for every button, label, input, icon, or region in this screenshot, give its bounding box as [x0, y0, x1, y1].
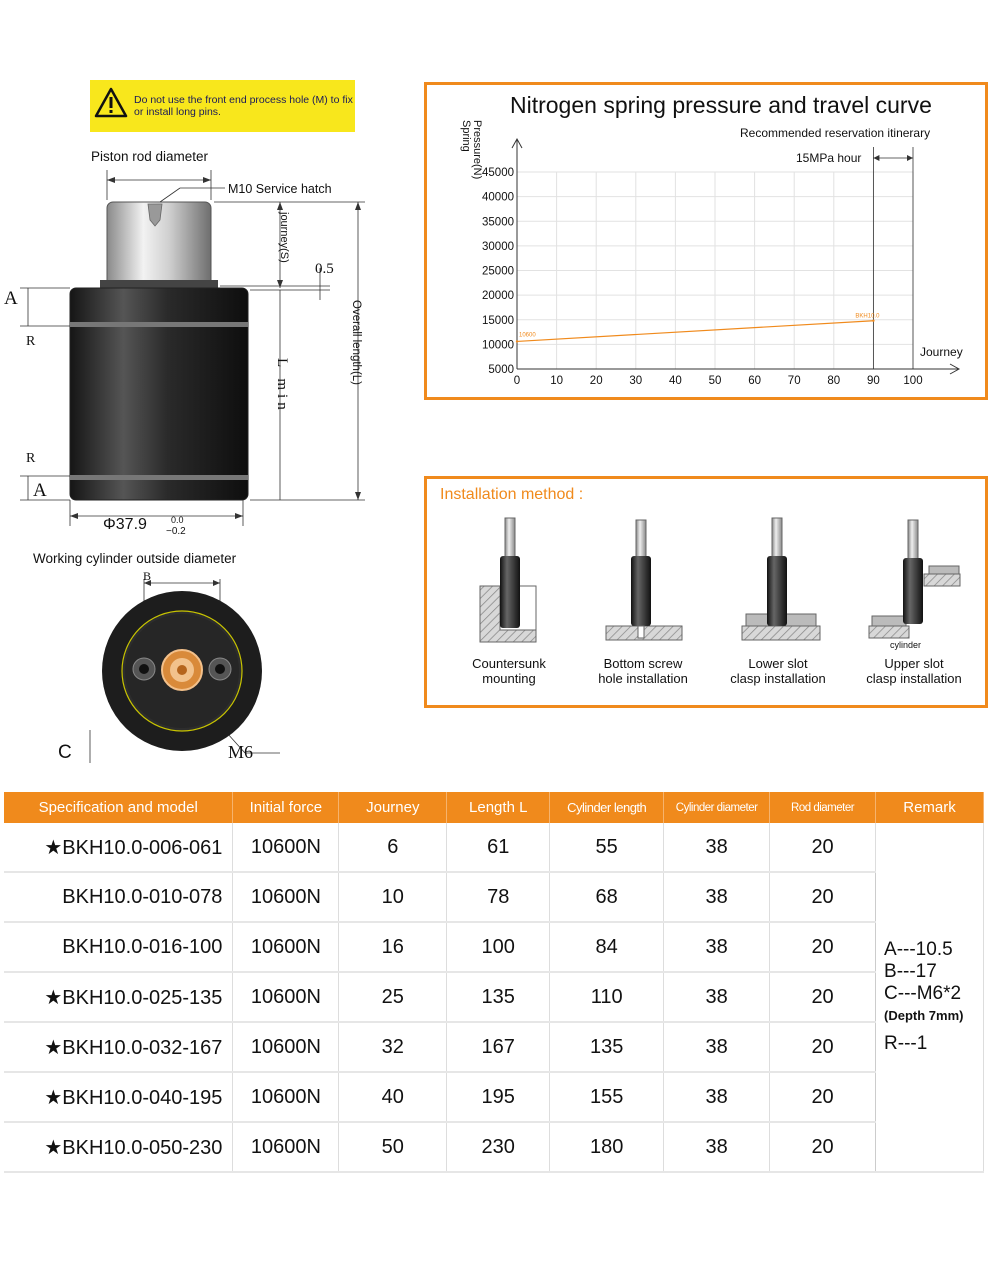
cell-remark [876, 823, 984, 1172]
cell-cyl-length: 135 [550, 1022, 664, 1072]
cell-journey: 16 [339, 922, 447, 972]
remark-b: B---17 [884, 961, 937, 982]
cell-model: ★BKH10.0-025-135 [4, 972, 233, 1022]
header-cyl-length: Cylinder length [550, 792, 664, 823]
data-point [516, 340, 518, 342]
cell-rod-diameter: 20 [770, 972, 876, 1022]
overall-length-label: Overall length(L) [350, 300, 362, 386]
cell-cyl-length: 110 [550, 972, 664, 1022]
journey-s-label: journey(S) [278, 212, 290, 263]
cylinder-outside-label: Working cylinder outside diameter [33, 551, 237, 566]
cell-length: 230 [447, 1122, 550, 1172]
method-bottom-screw: Bottom screw hole installation [598, 656, 688, 686]
y-tick-label: 5000 [488, 364, 514, 376]
header-cyl-diameter: Cylinder diameter [664, 792, 770, 823]
cell-rod-diameter: 20 [770, 922, 876, 972]
diameter-label: Φ37.9 [103, 516, 147, 533]
bottom-screw-diagram [606, 520, 682, 640]
chart-title: Nitrogen spring pressure and travel curve [510, 92, 932, 118]
cell-journey: 50 [339, 1122, 447, 1172]
y-tick-label: 35000 [482, 216, 514, 229]
x-tick-label: 20 [589, 375, 603, 387]
cell-rod-diameter: 20 [770, 1072, 876, 1122]
tolerance-top: 0.0 [171, 515, 184, 525]
cell-model: ★BKH10.0-050-230 [4, 1122, 233, 1172]
cell-force: 10600N [233, 972, 339, 1022]
x-tick-label: 90 [867, 375, 880, 387]
countersunk-diagram [480, 518, 536, 642]
cell-journey: 40 [339, 1072, 447, 1122]
y-tick-label: 45000 [482, 167, 514, 179]
warning-text: Do not use the front end process hole (M) to fix or install long pins. [134, 94, 353, 118]
label-b: B [143, 569, 152, 583]
x-tick-label: 50 [708, 375, 722, 387]
warning-triangle-icon [94, 86, 128, 120]
cell-model: BKH10.0-016-100 [4, 922, 233, 972]
cylinder-tag: cylinder [890, 640, 922, 650]
cell-cyl-length: 180 [550, 1122, 664, 1172]
label-a-top: A [4, 288, 18, 309]
cell-journey: 10 [339, 872, 447, 922]
table-row [4, 1122, 984, 1172]
cell-cyl-diameter: 38 [664, 922, 770, 972]
piston-rod-diameter-label: Piston rod diameter [91, 149, 209, 164]
cell-force: 10600N [233, 1022, 339, 1072]
remark-depth: (Depth 7mm) [884, 1008, 964, 1023]
method-lower-slot: Lower slot clasp installation [730, 656, 826, 686]
cell-length: 100 [447, 922, 550, 972]
header-force: Initial force [233, 792, 339, 823]
reservation-arrow-left [873, 155, 879, 161]
y-tick-label: 10000 [482, 339, 514, 352]
x-axis-label: Journey [920, 345, 963, 359]
label-m6: M6 [228, 742, 254, 762]
cell-length: 78 [447, 872, 550, 922]
series-start-label: 10600 [519, 332, 536, 339]
cell-cyl-diameter: 38 [664, 1022, 770, 1072]
cell-cyl-length: 84 [550, 922, 664, 972]
y-tick-label: 20000 [482, 290, 514, 303]
cell-rod-diameter: 20 [770, 823, 876, 872]
spring-drawing [0, 140, 380, 540]
y-tick-label: 30000 [482, 240, 514, 253]
label-a-bottom: A [33, 480, 47, 501]
series-line [517, 321, 873, 342]
x-tick-label: 30 [629, 375, 643, 387]
x-tick-label: 0 [513, 375, 521, 387]
upper-slot-diagram [869, 520, 960, 638]
y-tick-label: 40000 [482, 191, 514, 204]
cell-cyl-length: 155 [550, 1072, 664, 1122]
cell-force: 10600N [233, 823, 339, 872]
cell-force: 10600N [233, 1072, 339, 1122]
end-view-drawing [40, 565, 300, 770]
table-row [4, 823, 984, 872]
installation-title: Installation method : [440, 486, 584, 503]
cell-rod-diameter: 20 [770, 872, 876, 922]
table-header-row [4, 792, 984, 823]
cell-rod-diameter: 20 [770, 1122, 876, 1172]
cell-model: ★BKH10.0-032-167 [4, 1022, 233, 1072]
remark-a: A---10.5 [884, 939, 953, 960]
x-tick-label: 80 [827, 375, 841, 387]
header-spec: Specification and model [4, 792, 233, 823]
cell-force: 10600N [233, 1122, 339, 1172]
cell-cyl-diameter: 38 [664, 1072, 770, 1122]
remark-r: R---1 [884, 1033, 928, 1054]
method-upper-slot: Upper slot clasp installation [866, 656, 962, 686]
cell-cyl-diameter: 38 [664, 823, 770, 872]
x-tick-label: 100 [903, 375, 923, 387]
remark-c: C---M6*2 [884, 983, 962, 1004]
reservation-arrow-right [907, 155, 913, 161]
header-rod-diameter: Rod diameter [770, 792, 876, 823]
x-tick-label: 70 [787, 375, 801, 387]
x-tick-label: 60 [748, 375, 761, 387]
pressure-travel-chart [424, 82, 982, 394]
label-r-bottom: R [26, 451, 36, 466]
reservation-label: 15MPa hour [796, 151, 862, 165]
table-row [4, 1022, 984, 1072]
spec-table [4, 792, 984, 1173]
y-tick-label: 25000 [482, 265, 514, 278]
cell-length: 167 [447, 1022, 550, 1072]
service-hatch-label: M10 Service hatch [228, 182, 332, 196]
cell-force: 10600N [233, 922, 339, 972]
chart-subtitle: Recommended reservation itinerary [740, 126, 931, 140]
table-row [4, 872, 984, 922]
x-tick-label: 10 [550, 375, 563, 387]
cell-length: 135 [447, 972, 550, 1022]
header-journey: Journey [339, 792, 447, 823]
label-r-top: R [26, 334, 36, 349]
cell-model: ★BKH10.0-040-195 [4, 1072, 233, 1122]
header-length: Length L [447, 792, 550, 823]
cell-force: 10600N [233, 872, 339, 922]
cell-cyl-length: 68 [550, 872, 664, 922]
label-c: C [58, 742, 72, 763]
cell-journey: 32 [339, 1022, 447, 1072]
data-point [872, 320, 874, 322]
table-row [4, 972, 984, 1022]
table-row [4, 922, 984, 972]
x-tick-label: 40 [669, 375, 682, 387]
cell-cyl-length: 55 [550, 823, 664, 872]
cell-length: 61 [447, 823, 550, 872]
method-countersunk: Countersunk mounting [472, 656, 546, 686]
header-remark: Remark [876, 792, 984, 823]
series-end-label: BKH10.0 [855, 313, 880, 320]
cell-model: ★BKH10.0-006-061 [4, 823, 233, 872]
cell-journey: 6 [339, 823, 447, 872]
y-tick-label: 15000 [482, 314, 514, 327]
cell-journey: 25 [339, 972, 447, 1022]
tolerance-bottom: −0.2 [166, 526, 186, 537]
cell-length: 195 [447, 1072, 550, 1122]
cell-rod-diameter: 20 [770, 1022, 876, 1072]
cell-cyl-diameter: 38 [664, 1122, 770, 1172]
y-axis-label-1: Spring [460, 120, 472, 152]
table-row [4, 1072, 984, 1122]
lower-slot-diagram [742, 518, 820, 640]
cell-cyl-diameter: 38 [664, 872, 770, 922]
gap-label: 0.5 [315, 261, 334, 277]
cell-cyl-diameter: 38 [664, 972, 770, 1022]
lmin-label: L min [274, 358, 290, 414]
y-axis-label-2: Pressure(N) [471, 120, 483, 180]
cell-model: BKH10.0-010-078 [4, 872, 233, 922]
